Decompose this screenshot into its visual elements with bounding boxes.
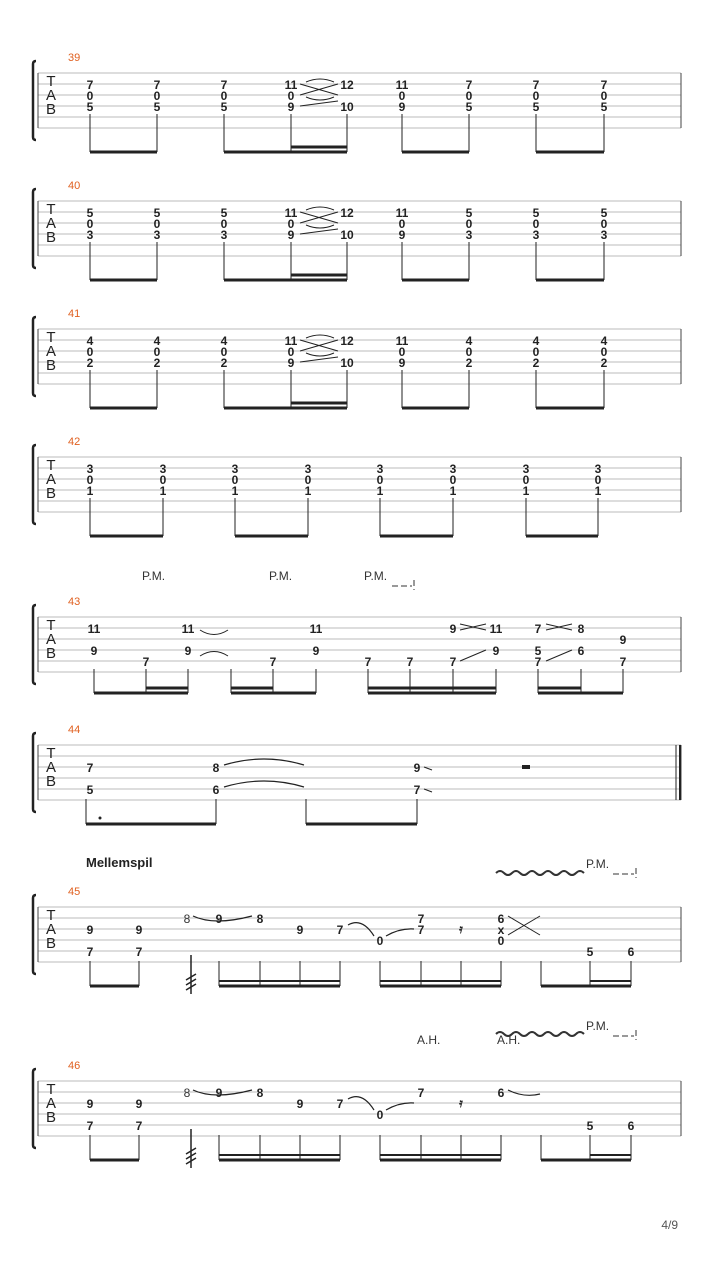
fret-number: 12 (340, 334, 354, 348)
fret-number: 9 (287, 228, 295, 242)
fret-number: 7 (86, 761, 94, 775)
fret-number: 7 (86, 78, 94, 92)
fret-number: 3 (594, 462, 602, 476)
fret-number: 2 (600, 356, 608, 370)
fret-number: 4 (220, 334, 228, 348)
fret-number: 9 (398, 100, 406, 114)
fret-number: 0 (465, 345, 473, 359)
fret-number: 7 (336, 923, 344, 937)
fret-number: 3 (532, 228, 540, 242)
fret-number: 3 (522, 462, 530, 476)
fret-number: 9 (135, 923, 143, 937)
fret-number: 9 (287, 356, 295, 370)
fret-number: 3 (304, 462, 312, 476)
fret-number: 9 (86, 1097, 94, 1111)
fret-number: 6 (497, 1086, 505, 1100)
tab-clef-letter: T (46, 1081, 56, 1098)
fret-number: 0 (449, 473, 457, 487)
fret-number: 5 (220, 206, 228, 220)
fret-number: 1 (86, 484, 94, 498)
fret-number: 0 (220, 217, 228, 231)
tie-arc (224, 759, 304, 787)
fret-number: 0 (376, 934, 384, 948)
tab-clef-letter: A (45, 631, 57, 648)
fret-number: 2 (220, 356, 228, 370)
fret-number: 9 (619, 633, 627, 647)
fret-number: 0 (600, 217, 608, 231)
fret-number: 0 (220, 89, 228, 103)
fret-number: 11 (309, 622, 323, 636)
fret-number: 8 (577, 622, 585, 636)
tab-clef-letter: T (46, 907, 56, 924)
fret-number: 9 (398, 356, 406, 370)
fret-number: 3 (159, 462, 167, 476)
fret-number: 4 (153, 334, 161, 348)
tab-systems (33, 52, 681, 1168)
fret-number: 9 (449, 622, 457, 636)
tab-clef-letter: A (45, 1095, 57, 1112)
fret-number: 7 (449, 655, 457, 669)
fret-number: 9 (296, 923, 304, 937)
system-bracket (33, 733, 36, 812)
artificial-harmonic-mark: A.H. (417, 1033, 441, 1047)
fret-number: 11 (284, 206, 298, 220)
fret-number: 5 (534, 644, 542, 658)
fret-number: 7 (534, 655, 542, 669)
palm-mute-mark: P.M. (142, 569, 166, 583)
fret-number: 0 (600, 345, 608, 359)
fret-number: 0 (287, 345, 295, 359)
fret-number: 11 (395, 78, 409, 92)
fret-number: 7 (619, 655, 627, 669)
fret-number: 7 (465, 78, 473, 92)
tab-clef-letter: A (45, 343, 57, 360)
fret-number: 0 (304, 473, 312, 487)
fret-number: 0 (600, 89, 608, 103)
fret-number: 5 (465, 206, 473, 220)
fret-number: 9 (492, 644, 500, 658)
tab-clef-letter: T (46, 745, 56, 762)
tab-clef-letter: A (45, 87, 57, 104)
fret-number: 7 (364, 655, 372, 669)
fret-number: 0 (231, 473, 239, 487)
fret-number: 7 (86, 1119, 94, 1133)
fret-number: 7 (417, 923, 425, 937)
fret-number: 1 (304, 484, 312, 498)
fret-number: 11 (284, 334, 298, 348)
fret-number: 0 (376, 1108, 384, 1122)
fret-number: 6 (627, 1119, 635, 1133)
system-bracket (33, 61, 36, 140)
fret-number: 8 (256, 1086, 264, 1100)
fret-number: 3 (86, 228, 94, 242)
measure-number: 40 (68, 180, 81, 192)
fret-number: 4 (532, 334, 540, 348)
fret-number: 1 (449, 484, 457, 498)
fret-number: 0 (287, 89, 295, 103)
fret-number: 0 (86, 217, 94, 231)
fret-number: 9 (215, 912, 223, 926)
fret-number: 3 (231, 462, 239, 476)
palm-mute-mark: P.M. (586, 857, 610, 871)
fret-number: 7 (413, 783, 421, 797)
fret-number: 10 (340, 228, 354, 242)
fret-number: 0 (398, 217, 406, 231)
fret-number: 7 (142, 655, 150, 669)
fret-number: 0 (220, 345, 228, 359)
fret-number: 5 (153, 206, 161, 220)
fret-number: 8 (256, 912, 264, 926)
dot (99, 817, 102, 820)
tab-clef-letter: B (45, 773, 57, 790)
fret-number: 11 (87, 622, 101, 636)
fret-number: 5 (153, 100, 161, 114)
fret-number: 5 (600, 100, 608, 114)
measure-number: 45 (68, 886, 81, 898)
fret-number: x (497, 923, 505, 937)
fret-number: 5 (86, 783, 94, 797)
fret-number: 1 (376, 484, 384, 498)
fret-number: 12 (340, 78, 354, 92)
system-bracket (33, 445, 36, 524)
slide-line (460, 624, 572, 661)
fret-number: 7 (417, 912, 425, 926)
tab-clef-letter: A (45, 471, 57, 488)
fret-number: 7 (532, 78, 540, 92)
fret-number: 8 (183, 1086, 191, 1100)
fret-number: 0 (287, 217, 295, 231)
fret-number: 3 (465, 228, 473, 242)
fret-number: 0 (153, 89, 161, 103)
tab-system (33, 436, 681, 524)
tab-clef-letter: T (46, 617, 56, 634)
fret-number: 1 (594, 484, 602, 498)
fret-number: 9 (296, 1097, 304, 1111)
fret-number: 9 (135, 1097, 143, 1111)
grace-note-stem (186, 1129, 196, 1168)
fret-number: 9 (90, 644, 98, 658)
fret-number: 5 (532, 206, 540, 220)
fret-number: 2 (153, 356, 161, 370)
palm-mute-extension (392, 580, 414, 590)
fret-number: 9 (398, 228, 406, 242)
fret-number: 1 (231, 484, 239, 498)
system-bracket (33, 605, 36, 684)
page-number: 4/9 (661, 1218, 678, 1232)
tab-system (33, 180, 681, 268)
fret-number: 7 (86, 945, 94, 959)
system-bracket (33, 189, 36, 268)
tab-clef-letter: B (45, 1109, 57, 1126)
measure-number: 41 (68, 308, 81, 320)
fret-number: 0 (497, 934, 505, 948)
fret-number: 4 (86, 334, 94, 348)
tab-clef-letter: B (45, 229, 57, 246)
sixteenth-rest: 𝄿 (459, 1096, 463, 1110)
half-rest (522, 765, 530, 769)
tab-clef-letter: T (46, 329, 56, 346)
slide-line (424, 767, 432, 792)
fret-number: 5 (465, 100, 473, 114)
fret-number: 0 (86, 345, 94, 359)
tab-clef-letter: A (45, 921, 57, 938)
fret-number: 0 (153, 217, 161, 231)
fret-number: 11 (395, 206, 409, 220)
tab-clef-letter: T (46, 73, 56, 90)
palm-mute-mark: P.M. (586, 1019, 610, 1033)
tab-clef-letter: A (45, 215, 57, 232)
fret-number: 10 (340, 356, 354, 370)
tab-clef-letter: B (45, 357, 57, 374)
fret-number: 1 (159, 484, 167, 498)
fret-number: 0 (532, 345, 540, 359)
fret-number: 5 (586, 945, 594, 959)
fret-number: 7 (406, 655, 414, 669)
system-bracket (33, 317, 36, 396)
tie-arc (200, 630, 228, 656)
fret-number: 7 (534, 622, 542, 636)
fret-number: 6 (212, 783, 220, 797)
measure-number: 46 (68, 1060, 81, 1072)
tab-clef-letter: T (46, 457, 56, 474)
fret-number: 3 (376, 462, 384, 476)
tab-system (33, 1060, 681, 1148)
fret-number: 7 (417, 1086, 425, 1100)
fret-number: 5 (220, 100, 228, 114)
fret-number: 7 (336, 1097, 344, 1111)
fret-number: 7 (220, 78, 228, 92)
fret-number: 12 (340, 206, 354, 220)
fret-number: 3 (86, 462, 94, 476)
tab-clef-letter: B (45, 485, 57, 502)
slide-line (508, 916, 540, 935)
vibrato-line (496, 871, 584, 875)
measure-number: 44 (68, 724, 81, 736)
measure-number: 42 (68, 436, 81, 448)
fret-number: 1 (522, 484, 530, 498)
tie-arc (508, 1090, 540, 1095)
measure-number: 39 (68, 52, 81, 64)
artificial-harmonic-mark: A.H. (497, 1033, 521, 1047)
fret-number: 9 (413, 761, 421, 775)
fret-number: 6 (577, 644, 585, 658)
fret-number: 0 (532, 217, 540, 231)
fret-number: 11 (181, 622, 195, 636)
tab-clef-letter: B (45, 645, 57, 662)
fret-number: 0 (376, 473, 384, 487)
fret-number: 2 (86, 356, 94, 370)
tab-clef-letter: T (46, 201, 56, 218)
fret-number: 0 (86, 473, 94, 487)
fret-number: 5 (586, 1119, 594, 1133)
fret-number: 3 (153, 228, 161, 242)
fret-number: 4 (465, 334, 473, 348)
fret-number: 5 (532, 100, 540, 114)
system-bracket (33, 1069, 36, 1148)
measure-number: 43 (68, 596, 81, 608)
fret-number: 0 (86, 89, 94, 103)
fret-number: 9 (312, 644, 320, 658)
fret-number: 8 (212, 761, 220, 775)
fret-number: 0 (465, 217, 473, 231)
fret-number: 0 (153, 345, 161, 359)
fret-number: 9 (184, 644, 192, 658)
fret-number: 0 (522, 473, 530, 487)
fret-number: 4 (600, 334, 608, 348)
fret-number: 0 (398, 89, 406, 103)
fret-number: 3 (600, 228, 608, 242)
fret-number: 8 (183, 912, 191, 926)
fret-number: 2 (465, 356, 473, 370)
fret-number: 0 (159, 473, 167, 487)
tab-system (33, 596, 681, 684)
palm-mute-mark: P.M. (364, 569, 388, 583)
palm-mute-extension (613, 1030, 636, 1040)
fret-number: 7 (135, 1119, 143, 1133)
fret-number: 11 (489, 622, 503, 636)
tab-system (33, 52, 681, 140)
tab-system (33, 724, 681, 812)
fret-number: 0 (398, 345, 406, 359)
tab-clef-letter: B (45, 935, 57, 952)
fret-number: 9 (287, 100, 295, 114)
tab-system (33, 886, 681, 974)
palm-mute-mark: P.M. (269, 569, 293, 583)
fret-number: 5 (600, 206, 608, 220)
fret-number: 11 (395, 334, 409, 348)
fret-number: 6 (627, 945, 635, 959)
fret-number: 2 (532, 356, 540, 370)
fret-number: 7 (153, 78, 161, 92)
fret-number: 9 (86, 923, 94, 937)
fret-number: 11 (284, 78, 298, 92)
grace-note-stem (186, 955, 196, 994)
fret-number: 5 (86, 206, 94, 220)
sixteenth-rest: 𝄿 (459, 922, 463, 936)
tab-clef-letter: A (45, 759, 57, 776)
system-bracket (33, 895, 36, 974)
fret-number: 3 (220, 228, 228, 242)
tab-system (33, 308, 681, 396)
fret-number: 0 (532, 89, 540, 103)
fret-number: 0 (594, 473, 602, 487)
fret-number: 5 (86, 100, 94, 114)
fret-number: 9 (215, 1086, 223, 1100)
fret-number: 10 (340, 100, 354, 114)
fret-number: 7 (135, 945, 143, 959)
tab-clef-letter: B (45, 101, 57, 118)
fret-number: 0 (465, 89, 473, 103)
fret-number: 7 (600, 78, 608, 92)
palm-mute-extension (613, 868, 636, 878)
fret-number: 6 (497, 912, 505, 926)
fret-number: 3 (449, 462, 457, 476)
fret-number: 7 (269, 655, 277, 669)
section-title: Mellemspil (86, 855, 153, 870)
